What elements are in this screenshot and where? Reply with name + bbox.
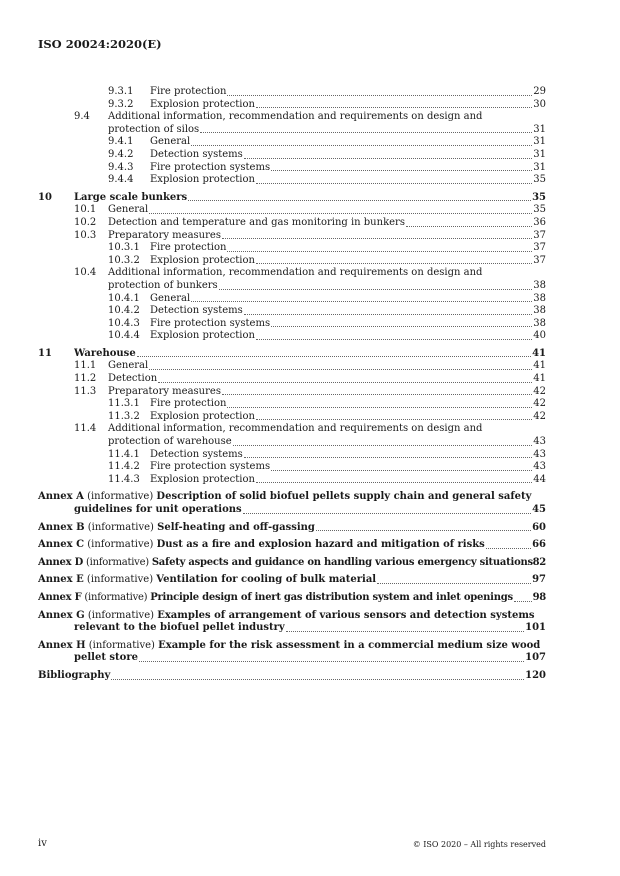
toc-entry-10-1[interactable]: 10.1 General 35 bbox=[74, 204, 546, 216]
toc-annex-f[interactable]: Annex F (informative) Principle design of inert gas distribution system and inlet openings 98 bbox=[38, 591, 546, 603]
toc-annex-g[interactable]: relevant to the biofuel pellet industry 101 bbox=[74, 622, 546, 634]
copyright-notice: © ISO 2020 – All rights reserved bbox=[412, 840, 546, 849]
page-number: iv bbox=[38, 838, 47, 849]
toc-entry-9-4-2[interactable]: 9.4.2 Detection systems 31 bbox=[108, 148, 546, 160]
toc-entry-10-2[interactable]: 10.2 Detection and temperature and gas monitoring in bunkers 36 bbox=[74, 216, 546, 228]
toc-annex-h-line1[interactable]: Annex H (informative) Example for the risk assessment in a commercial medium size wood bbox=[38, 639, 541, 651]
toc-bibliography[interactable]: Bibliography 120 bbox=[38, 669, 546, 681]
toc-entry-11-4-3[interactable]: 11.4.3 Explosion protection 44 bbox=[108, 473, 546, 485]
toc-annex-a-line1[interactable]: Annex A (informative) Description of solid biofuel pellets supply chain and general safety bbox=[38, 491, 532, 503]
toc-entry-10-4-1[interactable]: 10.4.1 General 38 bbox=[108, 292, 546, 304]
toc-annex-c[interactable]: Annex C (informative) Dust as a fire and explosion hazard and mitigation of risks 66 bbox=[38, 539, 546, 551]
toc-entry-11[interactable]: 11 Warehouse 41 bbox=[38, 347, 546, 359]
toc-annex-d[interactable]: Annex D (informative) Safety aspects and guidance on handling various emergency situations 82 bbox=[38, 556, 546, 568]
toc-entry-10-4-line1[interactable]: 10.4 Additional information, recommendation and requirements on design and bbox=[74, 267, 483, 279]
toc-entry-11-1[interactable]: 11.1 General 41 bbox=[74, 360, 546, 372]
document-id-header: ISO 20024:2020(E) bbox=[38, 37, 162, 51]
toc-entry-10-4-3[interactable]: 10.4.3 Fire protection systems 38 bbox=[108, 317, 546, 329]
toc-entry-9-3-1[interactable]: 9.3.1 Fire protection 29 bbox=[108, 86, 546, 97]
toc-entry-11-3-1[interactable]: 11.3.1 Fire protection 42 bbox=[108, 398, 546, 410]
toc-entry-10-4-2[interactable]: 10.4.2 Detection systems 38 bbox=[108, 305, 546, 317]
toc-entry-10-4-4[interactable]: 10.4.4 Explosion protection 40 bbox=[108, 330, 546, 342]
toc-annex-b[interactable]: Annex B (informative) Self-heating and off-gassing 60 bbox=[38, 521, 546, 533]
toc-entry-10[interactable]: 10 Large scale bunkers 35 bbox=[38, 191, 546, 203]
toc-entry-10-4[interactable]: protection of bunkers 38 bbox=[108, 279, 546, 291]
toc-entry-10-3-2[interactable]: 10.3.2 Explosion protection 37 bbox=[108, 254, 546, 266]
toc-annex-a[interactable]: guidelines for unit operations 45 bbox=[74, 504, 546, 515]
toc-entry-11-4-1[interactable]: 11.4.1 Detection systems 43 bbox=[108, 448, 546, 460]
table-of-contents bbox=[38, 86, 546, 683]
toc-entry-11-4-line1[interactable]: 11.4 Additional information, recommendation and requirements on design and bbox=[74, 423, 483, 435]
toc-entry-9-4-line1[interactable]: 9.4 Additional information, recommendation and requirements on design and bbox=[74, 111, 483, 123]
toc-entry-9-3-2[interactable]: 9.3.2 Explosion protection 30 bbox=[108, 98, 546, 110]
toc-entry-11-4[interactable]: protection of warehouse 43 bbox=[108, 436, 546, 448]
toc-entry-9-4-4[interactable]: 9.4.4 Explosion protection 35 bbox=[108, 174, 546, 186]
toc-annex-h[interactable]: pellet store 107 bbox=[74, 652, 546, 664]
toc-annex-g-line1[interactable]: Annex G (informative) Examples of arrangement of various sensors and detection systems bbox=[38, 609, 535, 621]
toc-entry-11-3[interactable]: 11.3 Preparatory measures 42 bbox=[74, 385, 546, 397]
toc-entry-9-4-3[interactable]: 9.4.3 Fire protection systems 31 bbox=[108, 161, 546, 173]
toc-entry-10-3-1[interactable]: 10.3.1 Fire protection 37 bbox=[108, 242, 546, 254]
toc-entry-11-2[interactable]: 11.2 Detection 41 bbox=[74, 373, 546, 385]
toc-entry-10-3[interactable]: 10.3 Preparatory measures 37 bbox=[74, 229, 546, 241]
toc-entry-9-4-1[interactable]: 9.4.1 General 31 bbox=[108, 136, 546, 148]
toc-entry-11-3-2[interactable]: 11.3.2 Explosion protection 42 bbox=[108, 410, 546, 422]
toc-entry-11-4-2[interactable]: 11.4.2 Fire protection systems 43 bbox=[108, 461, 546, 473]
toc-entry-9-4[interactable]: protection of silos 31 bbox=[108, 123, 546, 135]
toc-annex-e[interactable]: Annex E (informative) Ventilation for cooling of bulk material 97 bbox=[38, 574, 546, 586]
